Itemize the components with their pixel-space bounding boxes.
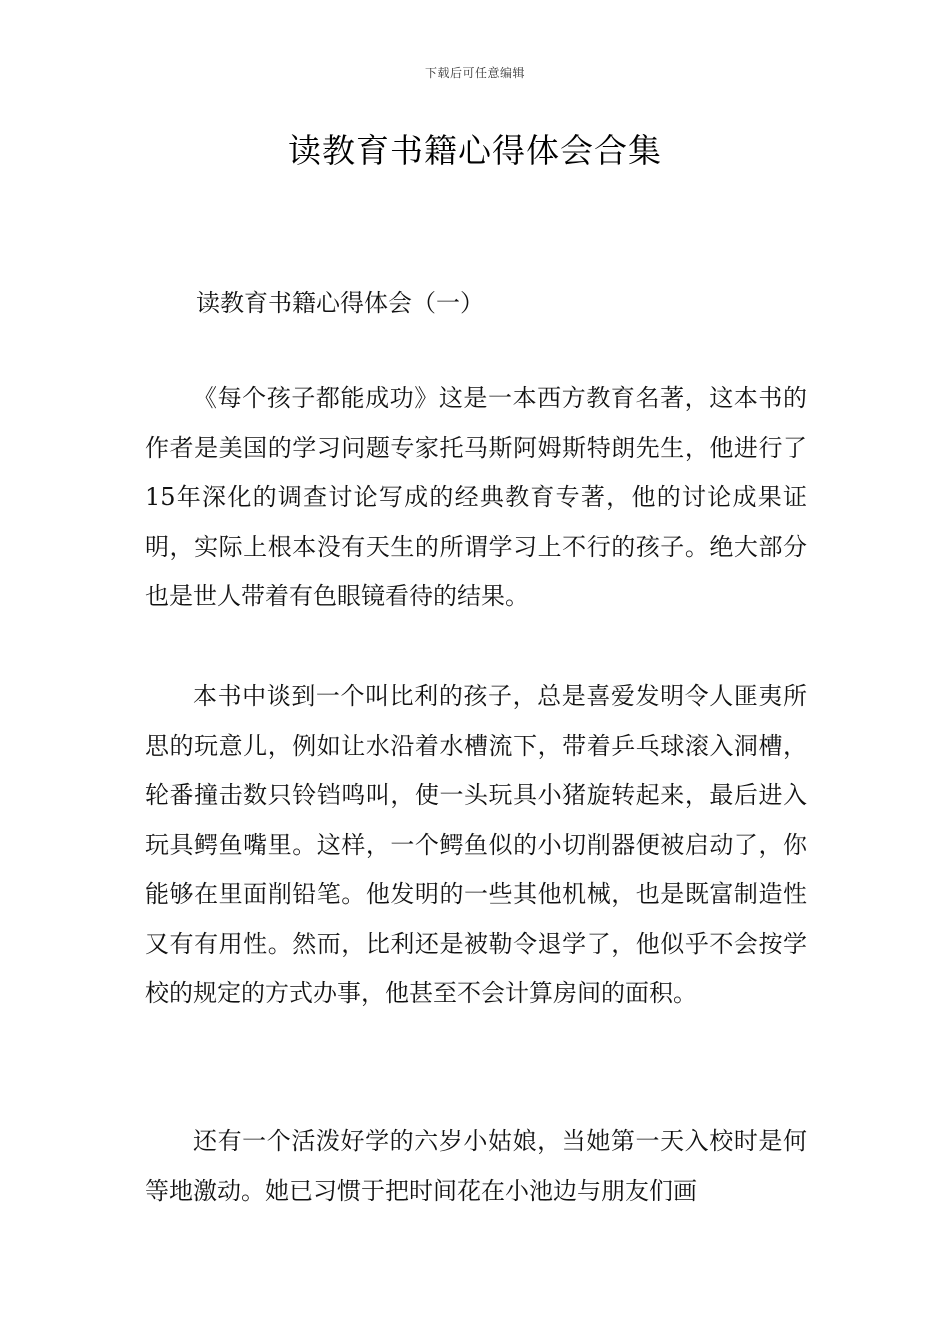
document-title: 读教育书籍心得体会合集	[288, 131, 662, 170]
paragraph-3: 还有一个活泼好学的六岁小姑娘，当她第一天入校时是何等地激动。她已习惯于把时间花在小池边与朋友们画	[145, 1127, 807, 1205]
section-heading: 读教育书籍心得体会（一）	[196, 289, 484, 317]
paragraph-1: 《每个孩子都能成功》这是一本西方教育名著，这本书的作者是美国的学习问题专家托马斯阿姆斯特朗先生，他进行了15年深化的调查讨论写成的经典教育专著，他的讨论成果证明，实际上根本没有天生的所谓学习上不行的孩子。绝大部分也是世人带着有色眼镜看待的结果。	[145, 384, 807, 610]
header-note: 下载后可任意编辑	[424, 66, 525, 80]
paragraph-2: 本书中谈到一个叫比利的孩子，总是喜爱发明令人匪夷所思的玩意儿，例如让水沿着水槽流下，带着乒乓球滚入洞槽，轮番撞击数只铃铛鸣叫，使一头玩具小猪旋转起来，最后进入玩具鳄鱼嘴里。这样，一个鳄鱼似的小切削器便被启动了，你能够在里面削铅笔。他发明的一些其他机械，也是既富制造性又有有用性。然而，比利还是被勒令退学了，他似乎不会按学校的规定的方式办事，他甚至不会计算房间的面积。	[145, 682, 807, 1007]
